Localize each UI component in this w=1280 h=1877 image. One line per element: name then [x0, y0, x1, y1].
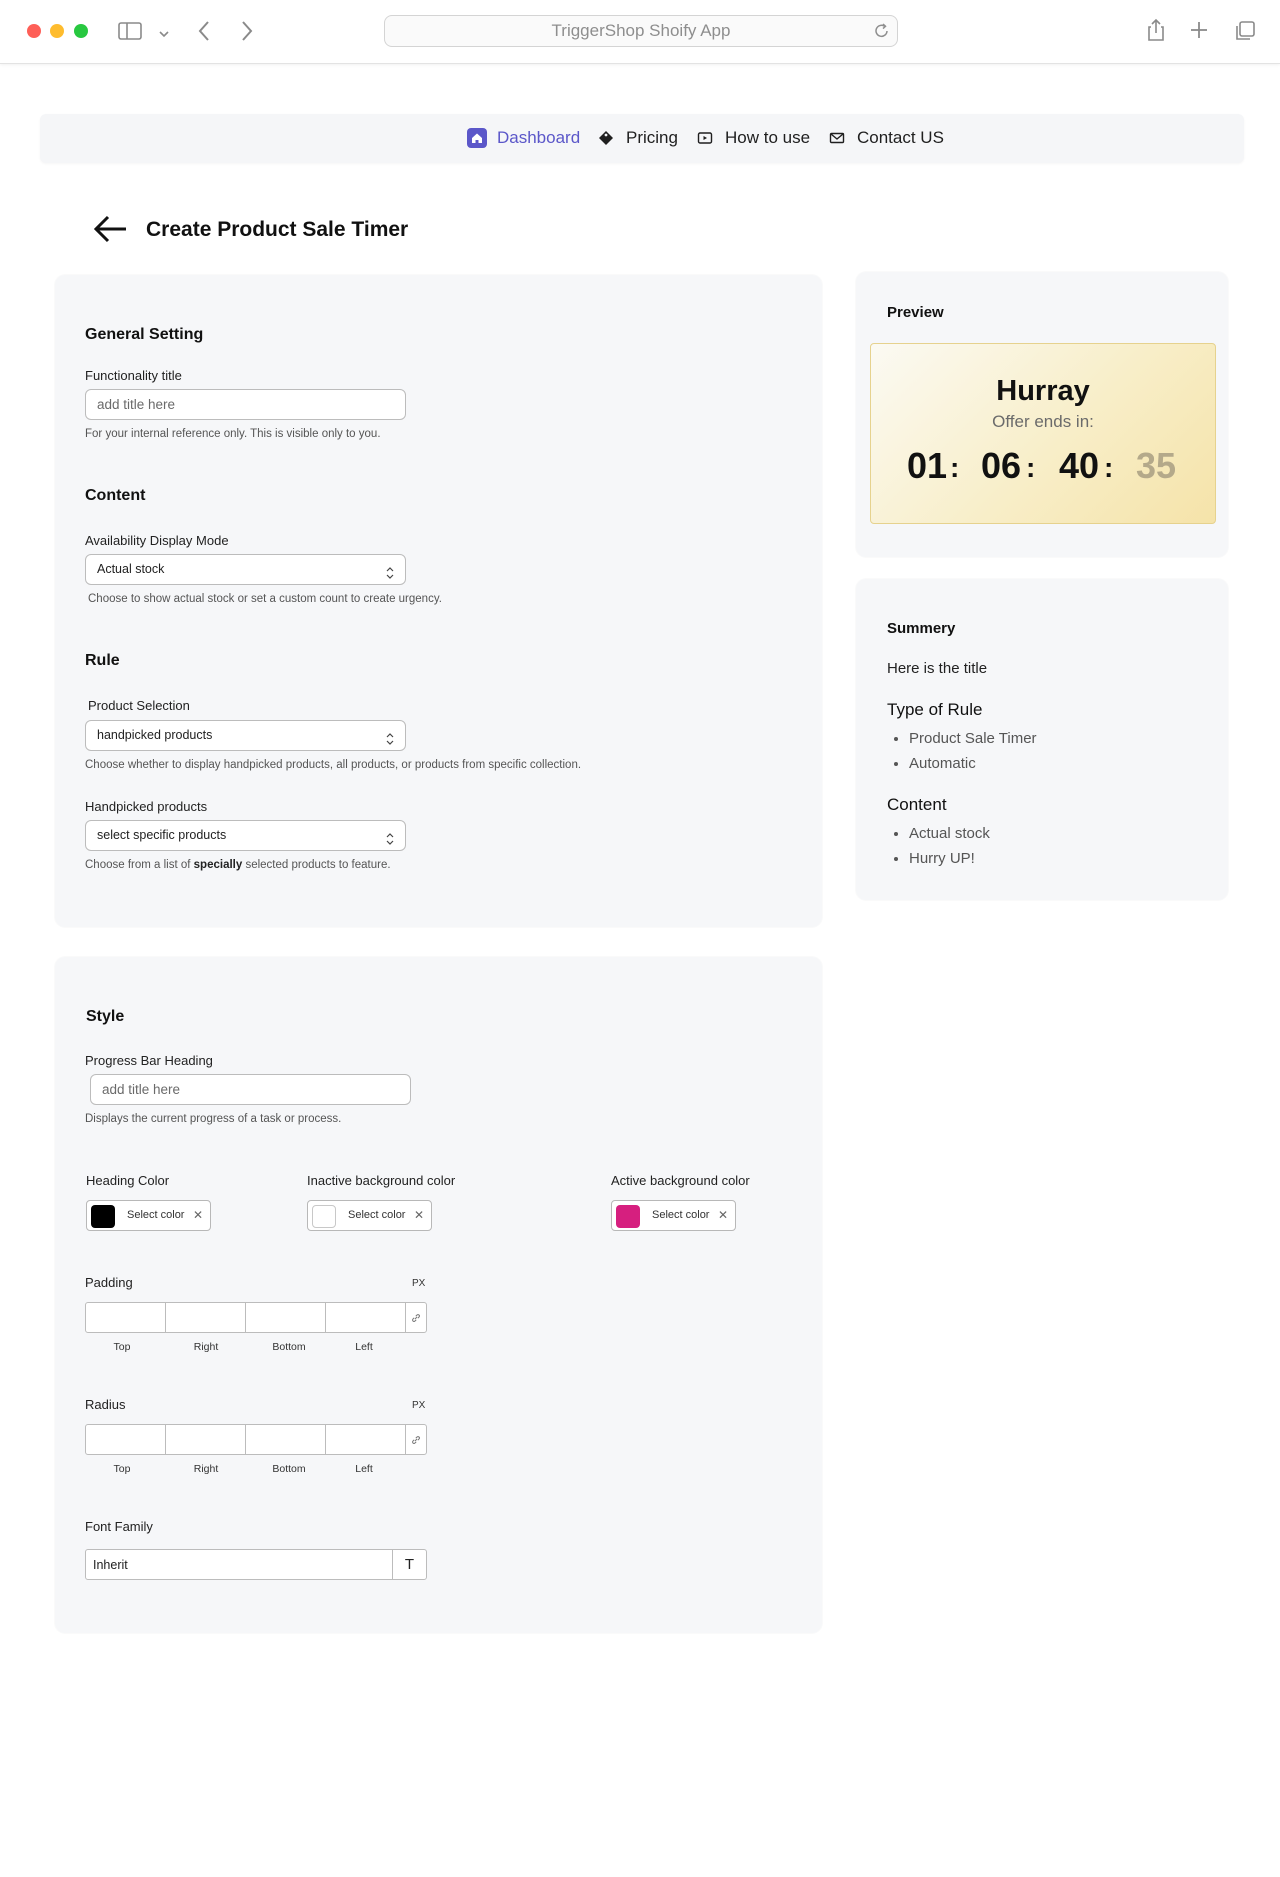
- padding-right-label: Right: [193, 1341, 219, 1353]
- functionality-title-label: Functionality title: [85, 368, 182, 383]
- home-icon: [467, 128, 487, 148]
- radius-inputs: [85, 1424, 427, 1455]
- active-bg-color-picker[interactable]: [611, 1200, 736, 1231]
- summary-content-list: [887, 821, 990, 871]
- select-chevron-icon: [386, 828, 394, 842]
- share-icon[interactable]: [1146, 18, 1166, 46]
- summary-content-heading: Content: [887, 795, 947, 814]
- availability-help: Choose to show actual stock or set a custom count to create urgency.: [88, 593, 442, 605]
- reload-icon[interactable]: [873, 16, 891, 55]
- browser-toolbar: [0, 0, 1280, 64]
- select-chevron-icon: [386, 728, 394, 742]
- padding-left-input[interactable]: [326, 1303, 406, 1332]
- forward-icon[interactable]: [240, 20, 254, 46]
- active-bg-color-label: Active background color: [611, 1173, 750, 1188]
- chevron-down-icon[interactable]: [158, 24, 170, 44]
- padding-top-input[interactable]: [86, 1303, 166, 1332]
- inactive-bg-color-picker[interactable]: [307, 1200, 432, 1231]
- radius-bottom-label: Bottom: [272, 1463, 306, 1475]
- mail-icon: [827, 128, 847, 148]
- padding-unit: PX: [412, 1278, 426, 1289]
- back-arrow-icon[interactable]: [94, 214, 128, 244]
- functionality-title-input[interactable]: [85, 389, 406, 420]
- summary-name: Here is the title: [887, 660, 988, 677]
- progress-heading-input[interactable]: [90, 1074, 411, 1105]
- back-icon[interactable]: [197, 20, 211, 46]
- tag-icon: [596, 128, 616, 148]
- handpicked-select[interactable]: [85, 820, 406, 851]
- close-window-button[interactable]: [27, 24, 41, 38]
- timer-fraction: 35: [1136, 445, 1177, 486]
- summary-title: Summery: [887, 620, 956, 637]
- timer-heading: Hurray: [996, 375, 1090, 407]
- inactive-bg-color-label: Inactive background color: [307, 1173, 456, 1188]
- list-item: • Automatic: [909, 751, 1037, 776]
- nav-how-to-use[interactable]: [695, 128, 810, 148]
- font-family-input[interactable]: [85, 1549, 427, 1580]
- heading-color-button-label: Select color: [127, 1209, 185, 1221]
- font-family-value: Inherit: [93, 1558, 128, 1572]
- padding-right-input[interactable]: [166, 1303, 246, 1332]
- radius-label: Radius: [85, 1397, 126, 1412]
- app-navigation: [40, 114, 1244, 163]
- summary-rule-heading: Type of Rule: [887, 700, 983, 719]
- clear-icon[interactable]: ✕: [717, 1208, 728, 1222]
- radius-bottom-input[interactable]: [246, 1425, 326, 1454]
- product-selection-select[interactable]: [85, 720, 406, 751]
- radius-left-label: Left: [355, 1463, 373, 1475]
- inactive-bg-color-button-label: Select color: [348, 1209, 406, 1221]
- progress-heading-help: Displays the current progress of a task or process.: [85, 1113, 342, 1125]
- minimize-window-button[interactable]: [50, 24, 64, 38]
- maximize-window-button[interactable]: [74, 24, 88, 38]
- clear-icon[interactable]: ✕: [192, 1208, 203, 1222]
- clear-icon[interactable]: ✕: [413, 1208, 424, 1222]
- list-item: • Actual stock: [909, 821, 990, 846]
- style-title: Style: [86, 1008, 125, 1025]
- progress-heading-label: Progress Bar Heading: [85, 1053, 213, 1068]
- padding-top-label: Top: [113, 1341, 131, 1353]
- product-selection-help: Choose whether to display handpicked products, all products, or products from specific collection.: [85, 759, 582, 771]
- active-bg-color-swatch: [616, 1205, 640, 1228]
- nav-dashboard[interactable]: [467, 128, 580, 148]
- availability-label: Availability Display Mode: [85, 533, 229, 548]
- content-title: Content: [85, 487, 146, 504]
- preview-title: Preview: [887, 304, 944, 321]
- padding-bottom-input[interactable]: [246, 1303, 326, 1332]
- general-setting-title: General Setting: [85, 326, 204, 343]
- nav-pricing-label: Pricing: [626, 128, 678, 147]
- product-selection-label: Product Selection: [88, 698, 190, 713]
- padding-inputs: [85, 1302, 427, 1333]
- list-item: • Product Sale Timer: [909, 726, 1037, 751]
- link-icon[interactable]: [406, 1303, 426, 1332]
- handpicked-value: select specific products: [97, 828, 227, 842]
- padding-label: Padding: [85, 1275, 133, 1290]
- timer-subheading: Offer ends in:: [992, 412, 1094, 431]
- font-family-label: Font Family: [85, 1519, 153, 1534]
- summary-rule-list: [887, 726, 1037, 776]
- handpicked-label: Handpicked products: [85, 799, 208, 814]
- radius-top-label: Top: [113, 1463, 131, 1475]
- timer-seconds: 40: [1059, 445, 1100, 486]
- radius-unit: PX: [412, 1400, 426, 1411]
- video-icon: [695, 128, 715, 148]
- heading-color-swatch: [91, 1205, 115, 1228]
- new-tab-icon[interactable]: [1190, 21, 1208, 43]
- timer-hours: 01: [907, 445, 948, 486]
- nav-dashboard-label: Dashboard: [497, 128, 581, 147]
- address-bar[interactable]: [384, 15, 898, 47]
- handpicked-help: Choose from a list of specially selected products to feature.: [85, 859, 391, 871]
- nav-pricing[interactable]: [596, 128, 678, 148]
- sidebar-toggle-icon[interactable]: [118, 21, 142, 45]
- font-picker-button[interactable]: T: [392, 1550, 426, 1579]
- availability-value: Actual stock: [97, 562, 165, 576]
- nav-contact[interactable]: [827, 128, 944, 148]
- page-title: Create Product Sale Timer: [146, 218, 409, 241]
- padding-bottom-label: Bottom: [272, 1341, 306, 1353]
- padding-left-label: Left: [355, 1341, 373, 1353]
- select-chevron-icon: [386, 562, 394, 576]
- radius-top-input[interactable]: [86, 1425, 166, 1454]
- availability-select[interactable]: [85, 554, 406, 585]
- timer-separator: :: [950, 452, 960, 483]
- functionality-title-help: For your internal reference only. This is visible only to you.: [85, 428, 381, 440]
- list-item: • Hurry UP!: [909, 846, 990, 871]
- timer-minutes: 06: [981, 445, 1022, 486]
- rule-title: Rule: [85, 652, 120, 669]
- radius-right-label: Right: [193, 1463, 219, 1475]
- heading-color-label: Heading Color: [86, 1173, 170, 1188]
- heading-color-picker[interactable]: [86, 1200, 211, 1231]
- radius-left-input[interactable]: [326, 1425, 406, 1454]
- inactive-bg-color-swatch: [312, 1205, 336, 1228]
- tab-overview-icon[interactable]: [1234, 20, 1256, 46]
- link-icon[interactable]: [406, 1425, 426, 1454]
- timer-separator: :: [1104, 452, 1114, 483]
- product-selection-value: handpicked products: [97, 728, 213, 742]
- nav-contact-label: Contact US: [857, 128, 944, 147]
- nav-how-to-use-label: How to use: [725, 128, 811, 147]
- timer-separator: :: [1026, 452, 1036, 483]
- countdown-timer-preview: [870, 343, 1216, 524]
- address-text: TriggerShop Shoify App: [551, 21, 731, 40]
- radius-right-input[interactable]: [166, 1425, 246, 1454]
- active-bg-color-button-label: Select color: [652, 1209, 710, 1221]
